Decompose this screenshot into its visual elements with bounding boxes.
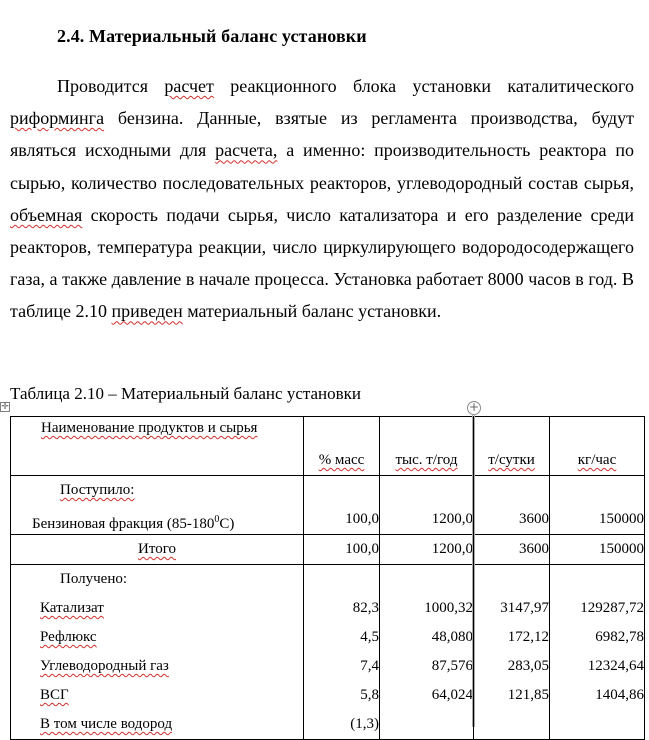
fraction-day: 3600 (474, 476, 550, 535)
product-day: 121,85 (507, 687, 549, 703)
product-year: 48,080 (431, 629, 473, 645)
paragraph-text: скорость подачи сырья, число катализатора и его разделение среди реакторов, температура реакции, число циркулирующего водородосодержащего газа, а также давление в начале процесса. Установка работает 8000 часов в год. В таблице 2.10 (10, 204, 634, 322)
obtained-hour (550, 565, 645, 740)
fraction-name: Бензиновая фракция $(85-180^0С)$ (32, 514, 235, 532)
obtained-day (474, 565, 550, 740)
header-t-day: т/сутки (474, 417, 550, 476)
total-year: 1200,0 (380, 535, 474, 565)
table-row-total (11, 535, 645, 565)
flagged-word: расчет (164, 76, 214, 96)
obtained-year (380, 565, 474, 740)
total-percent: 100,0 (304, 535, 380, 565)
flagged-word: объемная (10, 204, 83, 225)
total-day: 3600 (474, 535, 550, 565)
paragraph-text: Проводится (57, 76, 165, 96)
column-resize-guide[interactable] (472, 414, 475, 727)
table-header-row (11, 417, 645, 476)
table-row-received (11, 476, 645, 535)
product-day (476, 710, 549, 739)
product-percent: (1,3) (350, 716, 379, 732)
fraction-percent: 100,0 (304, 476, 380, 535)
material-balance-table (10, 416, 645, 740)
product-year: 1000,32 (424, 600, 473, 616)
fraction-hour: 150000 (550, 476, 645, 535)
add-column-icon[interactable]: + (468, 400, 480, 414)
header-thousand-t-year: тыс. т/год (380, 417, 474, 476)
total-label: Итого (11, 535, 304, 565)
product-name: В том числе водород (40, 716, 173, 732)
product-percent: 4,5 (360, 629, 379, 645)
paragraph-text: материальный баланс установки. (182, 301, 442, 322)
body-paragraph (10, 70, 634, 328)
header-kg-hour: кг/час (550, 417, 645, 476)
product-percent: 5,8 (360, 687, 379, 703)
obtained-cell: Получено: Катализат Рефлюкс Углеводородный газ ВСГ В том числе водород (11, 565, 304, 740)
section-heading: 2.4. Материальный баланс установки (57, 26, 367, 46)
paragraph-text: реакционного блока установки каталитического (213, 76, 634, 96)
obtained-percent (304, 565, 380, 740)
product-day: 172,12 (507, 629, 549, 645)
move-handle-icon[interactable]: ✛ (1, 402, 9, 412)
product-hour: 129287,72 (580, 600, 644, 616)
product-name: Рефлюкс (40, 629, 97, 645)
product-day: 283,05 (507, 658, 549, 674)
product-hour: 6982,78 (595, 629, 644, 645)
product-hour: 1404,86 (595, 687, 644, 703)
header-percent: % масс (304, 417, 380, 476)
total-hour: 150000 (550, 535, 645, 565)
received-cell: Поступило: Бензиновая фракция $(85-180^0С)$ (11, 476, 304, 535)
paragraph-text: бензина. Данные, взятые из регламента производства, будут являться исходными для (10, 108, 634, 161)
table-row-obtained (11, 565, 645, 740)
product-percent: 7,4 (360, 658, 379, 674)
product-year (382, 710, 473, 739)
header-product-name: Наименование продуктов и сырья (11, 417, 304, 476)
table-caption: Таблица 2.10 – Материальный баланс установки (10, 384, 362, 403)
product-hour (552, 710, 644, 739)
product-name: Углеводородный газ (40, 658, 169, 674)
flagged-word: расчета, (215, 140, 278, 161)
fraction-year: 1200,0 (380, 476, 474, 535)
product-percent: 82,3 (352, 600, 379, 616)
product-name: Катализат (40, 600, 104, 616)
product-name: ВСГ (40, 687, 69, 703)
paragraph-text: а именно: производительность реактора по сырью, количество последовательных реакторов, углеводородный состав сырья, (10, 140, 634, 193)
product-year: 64,024 (431, 687, 473, 703)
product-day: 3147,97 (500, 600, 549, 616)
flagged-word: приведен (111, 301, 183, 322)
product-hour: 12324,64 (587, 658, 644, 674)
flagged-word: риформинга (10, 108, 105, 129)
product-year: 87,576 (431, 658, 473, 674)
